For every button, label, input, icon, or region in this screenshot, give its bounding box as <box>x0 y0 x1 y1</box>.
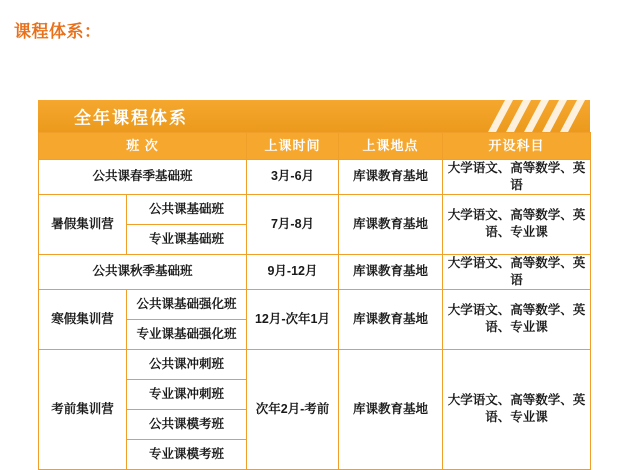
table-row <box>39 349 591 379</box>
cell-time: 7月-8月 <box>247 194 339 254</box>
column-header-place: 上课地点 <box>339 133 443 160</box>
cell-place: 库课教育基地 <box>339 289 443 349</box>
stripes-decoration-icon <box>462 100 582 132</box>
cell-time: 9月-12月 <box>247 254 339 289</box>
column-header-class: 班 次 <box>39 133 247 160</box>
cell-place: 库课教育基地 <box>339 349 443 469</box>
cell-time: 12月-次年1月 <box>247 289 339 349</box>
cell-class-name: 公共课模考班 <box>127 409 247 439</box>
cell-group: 考前集训营 <box>39 349 127 469</box>
banner-title: 全年课程体系 <box>74 108 188 128</box>
cell-time: 3月-6月 <box>247 160 339 195</box>
cell-class-name: 专业课模考班 <box>127 439 247 469</box>
column-header-time: 上课时间 <box>247 133 339 160</box>
cell-subjects: 大学语文、高等数学、英语 <box>443 254 591 289</box>
cell-subjects: 大学语文、高等数学、英语、专业课 <box>443 194 591 254</box>
column-header-subjects: 开设科目 <box>443 133 591 160</box>
cell-subjects: 大学语文、高等数学、英语 <box>443 160 591 195</box>
cell-place: 库课教育基地 <box>339 194 443 254</box>
table-row <box>39 254 591 289</box>
course-system-card <box>38 100 590 470</box>
card-banner <box>38 100 590 132</box>
page-title: 课程体系： <box>14 22 102 41</box>
cell-subjects: 大学语文、高等数学、英语、专业课 <box>443 349 591 469</box>
cell-group: 暑假集训营 <box>39 194 127 254</box>
cell-class-name: 公共课春季基础班 <box>39 160 247 195</box>
cell-class-name: 公共课基础班 <box>127 194 247 224</box>
table-header-row <box>39 133 591 160</box>
table-row <box>39 194 591 224</box>
cell-place: 库课教育基地 <box>339 254 443 289</box>
table-row <box>39 160 591 195</box>
cell-class-name: 专业课基础强化班 <box>127 319 247 349</box>
cell-class-name: 公共课冲刺班 <box>127 349 247 379</box>
cell-class-name: 公共课基础强化班 <box>127 289 247 319</box>
cell-time: 次年2月-考前 <box>247 349 339 469</box>
course-schedule-table <box>38 132 591 470</box>
cell-group: 寒假集训营 <box>39 289 127 349</box>
cell-class-name: 公共课秋季基础班 <box>39 254 247 289</box>
cell-class-name: 专业课基础班 <box>127 224 247 254</box>
cell-class-name: 专业课冲刺班 <box>127 379 247 409</box>
table-row <box>39 289 591 319</box>
cell-place: 库课教育基地 <box>339 160 443 195</box>
cell-subjects: 大学语文、高等数学、英语、专业课 <box>443 289 591 349</box>
